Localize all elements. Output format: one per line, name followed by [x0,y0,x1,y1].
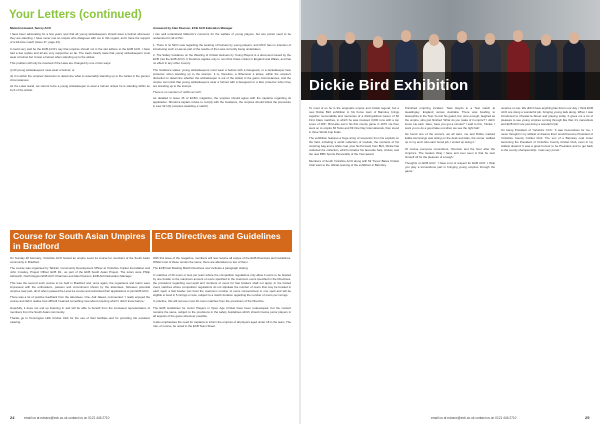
directive-para: The ECB Fast Bowling Match Directives now includes a paragraph stating: [153,266,249,271]
ecb-directives-body [153,256,291,406]
article-para: Members of South Yorkshire ACO along with Mr Trevor Bates Cricket Club went to the official opening of the exhibition in Barnsley. [309,158,399,167]
letter-para: (ii) It is within the umpires’ discretion to determine what is reasonably standing up to the wicket in the game’s circumstances. [10,73,150,82]
page-title: Your Letters (continued) [9,9,142,21]
article-column-2 [405,106,495,406]
article-para: Punished umpiring incident: ‘New Haydn in a Test match at Headingley. England versus Australia. There was bowling to Hampshire in the Test, he lost his guard, but, sure enough, laughed as the umpire, who just finished ‘What do you make of it umpire?’ I didn’t know. He said, ‘Here, have you got a minute?’ I said to him, ‘Dickie, I want you to do a good take out when we see the right ball.’ [405,106,495,130]
directive-para: It also emphasises the need for captains to inform the umpires of all players aged under 18 in the team. The rule, of course, be noted in the ECB Team Sheet. [153,319,291,328]
page-right [301,0,600,424]
article-para: Thoughts on ECB ACO: ‘I have a lot of respect for ECB ACO. I think you play a tremendous part in bringing young umpires through the game.’ [405,161,495,174]
article-title: Dickie Bird Exhibition [309,77,469,94]
letter-para: This problem will only be resolved if the Laws are changed by one of two ways: [10,61,112,66]
course-para: On Sunday 28 February, Yorkshire ACO hosted an umpire Level 1a course for members of the South Asian community in Bradford. [10,256,150,264]
answer-para: 2. The Safety Guidance on the Wearing of Cricket Helmets by Young Players is a document issued by the ECB (not the ECB ACO). It therefore applies only to non-First Class cricket in England and Wales, and has no effect in any other country. [153,53,291,66]
directive-para: With this issue of the magazine, members will now receive all copies of the ECB Directives and Guidelines. Whilst most of these remain the same, there are alterations to two of them. [153,256,291,264]
article-para: On being President of Yorkshire CCC: ‘It was tremendous for me. I never thought in my wildest of dreams that I would become President of Yorkshire County Cricket Club. The son of a Barnsley coal miner becoming the President of Yorkshire County Cricket Club, even in my wildest dreams! It was a great honour to be President and to get back to the county championship. I was very proud.’ [501,128,593,153]
person-head [429,34,439,46]
south-asian-course-header [10,230,150,252]
page-number: 25 [585,415,590,420]
letter-para: (i) All young wicketkeepers must wear a helmet; or [10,67,75,72]
answer-para: As detailed in issue 26 of ECB’s magazine, the umpires should agree with the captains regarding its application. Should a captain refuse to comply with the Guidance, the umpires should follow the procedure in Law 42.1(b) (umpires awarding a match). [153,96,291,109]
answer-para: 1. There is no MCC Law regarding the wearing of helmets by young players, and MCC has no intention of introducing such a Law as part of the rewrite of the Laws currently being undertaken. [153,42,291,51]
person-head [569,32,579,44]
course-para: Hopefully, it does not end up listening in and will be able to benefit from the increased representation of members from the South Asian community. [10,305,150,314]
person-head [485,33,495,45]
article-para: To most of us he is the enigmatic umpire and cricket legend, but a new Dickie Bird exhibition in his home town of Barnsley brings together memorabilia and memories of a distinguished career of 66 First Class matches, in which he was involved 3,000 runs with a top score of 181*. Bird also sat in his first county game in 1970. He then went on to umpire 66 Tests and 69 One Day Internationals, then stood in three World Cup finals. [309,106,399,134]
person-head [373,36,383,48]
article-column-1 [309,106,399,406]
page-left [0,0,299,424]
article-column-3 [501,106,593,406]
answer-para: I can well understand Malcolm’s concerns for the welfare of young players, but two points need to be understood in all of this: [153,32,291,41]
article-para: Of course everyone remembers, ‘Reunion and the hour after the Umpire’s. The loudest thing I have and ever seen is that he sent himself off for the pleasure of a laugh.’ [405,146,495,159]
article-para: He found one of the scorers, we all went, me and Dickie marked Eddie Hemmings was sitting on the desk and Alan, the scorer, walked up to my and I also said ‘Good job, I ended up doing it.’ [405,132,495,145]
person-head [317,34,327,46]
person-head [541,34,551,46]
letter-para: It could very well be the ECB ACO’s say that umpires should not in the slot adhere to the ECB ACO. I have had a few replies and all are very supportive so far. The Laws clearly state that young wicketkeepers must wear a helmet but I know a helmet when standing up to the wicket. [10,46,150,59]
answer-para: There is no mention of ‘within an inch’. [153,89,203,94]
course-para: There was a lot of positive feedback from the attendees. One, Asif Jaleed, commented: ‘I really enjoyed the course and didn’t realise how difficult I learned something new about umpiring which I didn’t know before.’ [10,295,150,304]
footer-contact: email us at ecbaco@ecb.co.uk contact us on 0121 446 2710 [24,416,110,420]
directive-para: In practice, this will remove most 20 overs matches from the provisions of the Directive. [153,299,265,304]
letter-para: I have been advocating for a few years now that all young wicketkeepers should wear a helmet whenever they are standing. I have never met an umpire who disagrees with me in this regard, and I have the support of a full-time coach (issue 27, page 24). [10,32,150,45]
course-para: The course was organised by Tahirah, Community Development Officer at Yorkshire Cricket Foundation and John Crowley, Project Officer ECB Dir., as part of the ECB South Asian Project. The tutors were Philip Ashworth, North Region ECB ACO Chairman and Alan Pearson, ECB ACO Education Manager. [10,266,150,279]
letter-para: As the Laws stand, we cannot force a young wicketkeeper to wear a helmet unless he is standing within an inch of the wicket. [10,84,150,93]
ecb-directives-header [152,230,292,252]
section-title: Course for South Asian Umpires in Bradford [13,231,146,251]
letter-heading: Malcolm Howard, Surrey ACO [10,26,51,30]
directive-para: The ECB Guidelines for Junior Players in Open Age Cricket have been redeveloped, but the content remains the same, subject to the provisions in the safety Guidelines which should involve junior players in all aspects of the game wherever possible. [153,305,291,318]
answer-column [153,26,291,111]
person-head [345,32,355,44]
answer-para: The Guidance states ‘young wicketkeepers must wear a helmet with a faceguard, or a wicketkeeper face protector, when standing up to the stumps’. It is, therefore, a Whenever it arises, within the umpire’s discretion to determine whether the wicketkeeper is out of the wicket in the game circumstances, and the umpire can insist that young wicketkeepers wear a helmet with a faceguard or a face protector when they are standing up to the stumps. [153,67,291,88]
person-head [513,30,523,42]
course-para: This was the second such course to be held in Bradford and, once again, the organisers and tutors were impressed with the enthusiasm, passion and commitment shown by the attendees. Nineteen potential umpires took part, all of whom passed the Level 1a course and submitted their applications to join ECB ACO. [10,280,150,293]
article-para: umpires on top. We didn’t have anything like that in our day. I think ECB ACO are doing a wonderful job, bringing young lads along. When I was introduced to Chester-le-Street and playing today. It gives me a lot of pleasure to see young umpires coming through like that, it’s marvellous and ECB ACO are just doing a wonderful job. [501,106,593,126]
article-para: The exhibition features a huge array of souvenirs from his exploits on the field, including a world collection of medals, the contents of his umpiring bag and a white coat, plus his Pennant from Bird, Dickie has collected the collection, which includes his favourite hats, cricket, and the new BBC Sports Personality of the Year award. [309,136,399,157]
course-para: Thanks go to Pennington Hills Cricket Club for the use of their facilities and for providing the excellent catering. [10,315,150,324]
page-number: 24 [10,415,15,420]
person-head [401,30,411,42]
footer-contact: email us at ecbaco@ecb.co.uk contact us on 0121 446 2710 [431,416,517,420]
answer-heading: Answered by Alan Pearson, ECB ACO Education Manager [153,26,233,30]
letter-column [10,26,150,95]
south-asian-course-body [10,256,150,406]
person-head [457,31,467,43]
directive-para: In matches of 20 overs or less per team where the competition regulations only allow 4 overs to be bowled by one bowler to the maximum amount of overs specified in the maximum overs specified in the Directives, the provisions regarding over-spell and numbers of overs for fast bowlers shall not apply. In the limited overs matches where competition regulations do not stipulate the number of overs that may be bowled in each spell, a fast bowler can bowl the maximum number of overs consecutively in one spell and will be eligible to bowl in 5 innings or less, subject to a match duration regarding the number of overs per innings. [153,272,291,297]
section-title: ECB Directives and Guidelines [155,231,281,241]
